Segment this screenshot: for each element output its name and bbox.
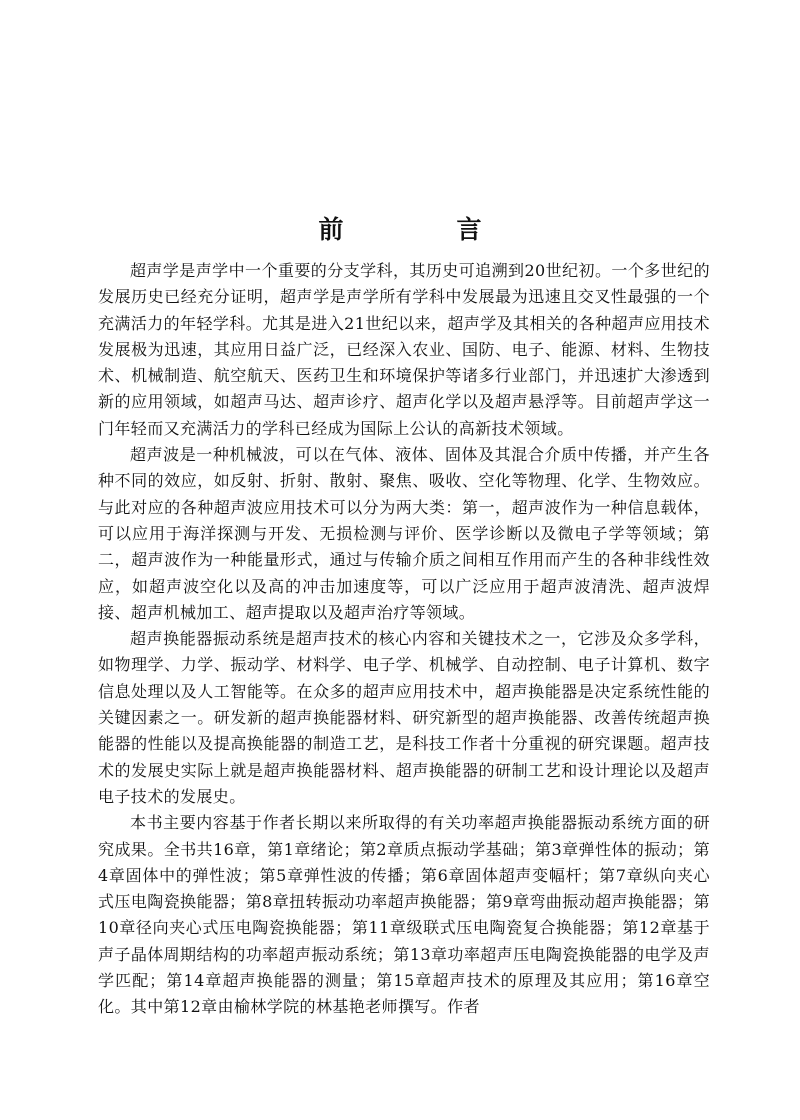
paragraph-3: 超声换能器振动系统是超声技术的核心内容和关键技术之一，它涉及众多学科，如物理学、力学、振动学、材料学、电子学、机械学、自动控制、电子计算机、数字信息处理以及人工智能等。在众多的超声应用技术中，超声换能器是决定系统性能的关键因素之一。研发新的超声换能器材料、研究新型的超声换能器、改善传统超声换能器的性能以及提高换能器的制造工艺，是科技工作者十分重视的研究课题。超声技术的发展史实际上就是超声换能器材料、超声换能器的研制工艺和设计理论以及超声电子技术的发展史。 — [98, 629, 710, 806]
paragraph-1: 超声学是声学中一个重要的分支学科，其历史可追溯到20世纪初。一个多世纪的发展历史已经充分证明，超声学是声学所有学科中发展最为迅速且交叉性最强的一个充满活力的年轻学科。尤其是进入21世纪以来，超声学及其相关的各种超声应用技术发展极为迅速，其应用日益广泛，已经深入农业、国防、电子、能源、材料、生物技术、机械制造、航空航天、医药卫生和环境保护等诸多行业部门，并迅速扩大渗透到新的应用领域，如超声马达、超声诊疗、超声化学以及超声悬浮等。目前超声学这一门年轻而又充满活力的学科已经成为国际上公认的高新技术领域。 — [98, 261, 710, 438]
body-text — [98, 258, 710, 1021]
paragraph-4: 本书主要内容基于作者长期以来所取得的有关功率超声换能器振动系统方面的研究成果。全书共16章，第1章绪论；第2章质点振动学基础；第3章弹性体的振动；第4章固体中的弹性波；第5章弹性波的传播；第6章固体超声变幅杆；第7章纵向夹心式压电陶瓷换能器；第8章扭转振动功率超声换能器；第9章弯曲振动超声换能器；第10章径向夹心式压电陶瓷换能器；第11章级联式压电陶瓷复合换能器；第12章基于声子晶体周期结构的功率超声振动系统；第13章功率超声压电陶瓷换能器的电学及声学匹配；第14章超声换能器的测量；第15章超声技术的原理及其应用；第16章空化。其中第12章由榆林学院的林基艳老师撰写。作者 — [98, 813, 710, 1017]
paragraph-2: 超声波是一种机械波，可以在气体、液体、固体及其混合介质中传播，并产生各种不同的效应，如反射、折射、散射、聚焦、吸收、空化等物理、化学、生物效应。与此对应的各种超声波应用技术可以分为两大类：第一，超声波作为一种信息载体，可以应用于海洋探测与开发、无损检测与评价、医学诊断以及微电子学等领域；第二，超声波作为一种能量形式，通过与传输介质之间相互作用而产生的各种非线性效应，如超声波空化以及高的冲击加速度等，可以广泛应用于超声波清洗、超声波焊接、超声机械加工、超声提取以及超声治疗等领域。 — [98, 445, 710, 622]
page-title: 前 言 — [318, 215, 526, 244]
